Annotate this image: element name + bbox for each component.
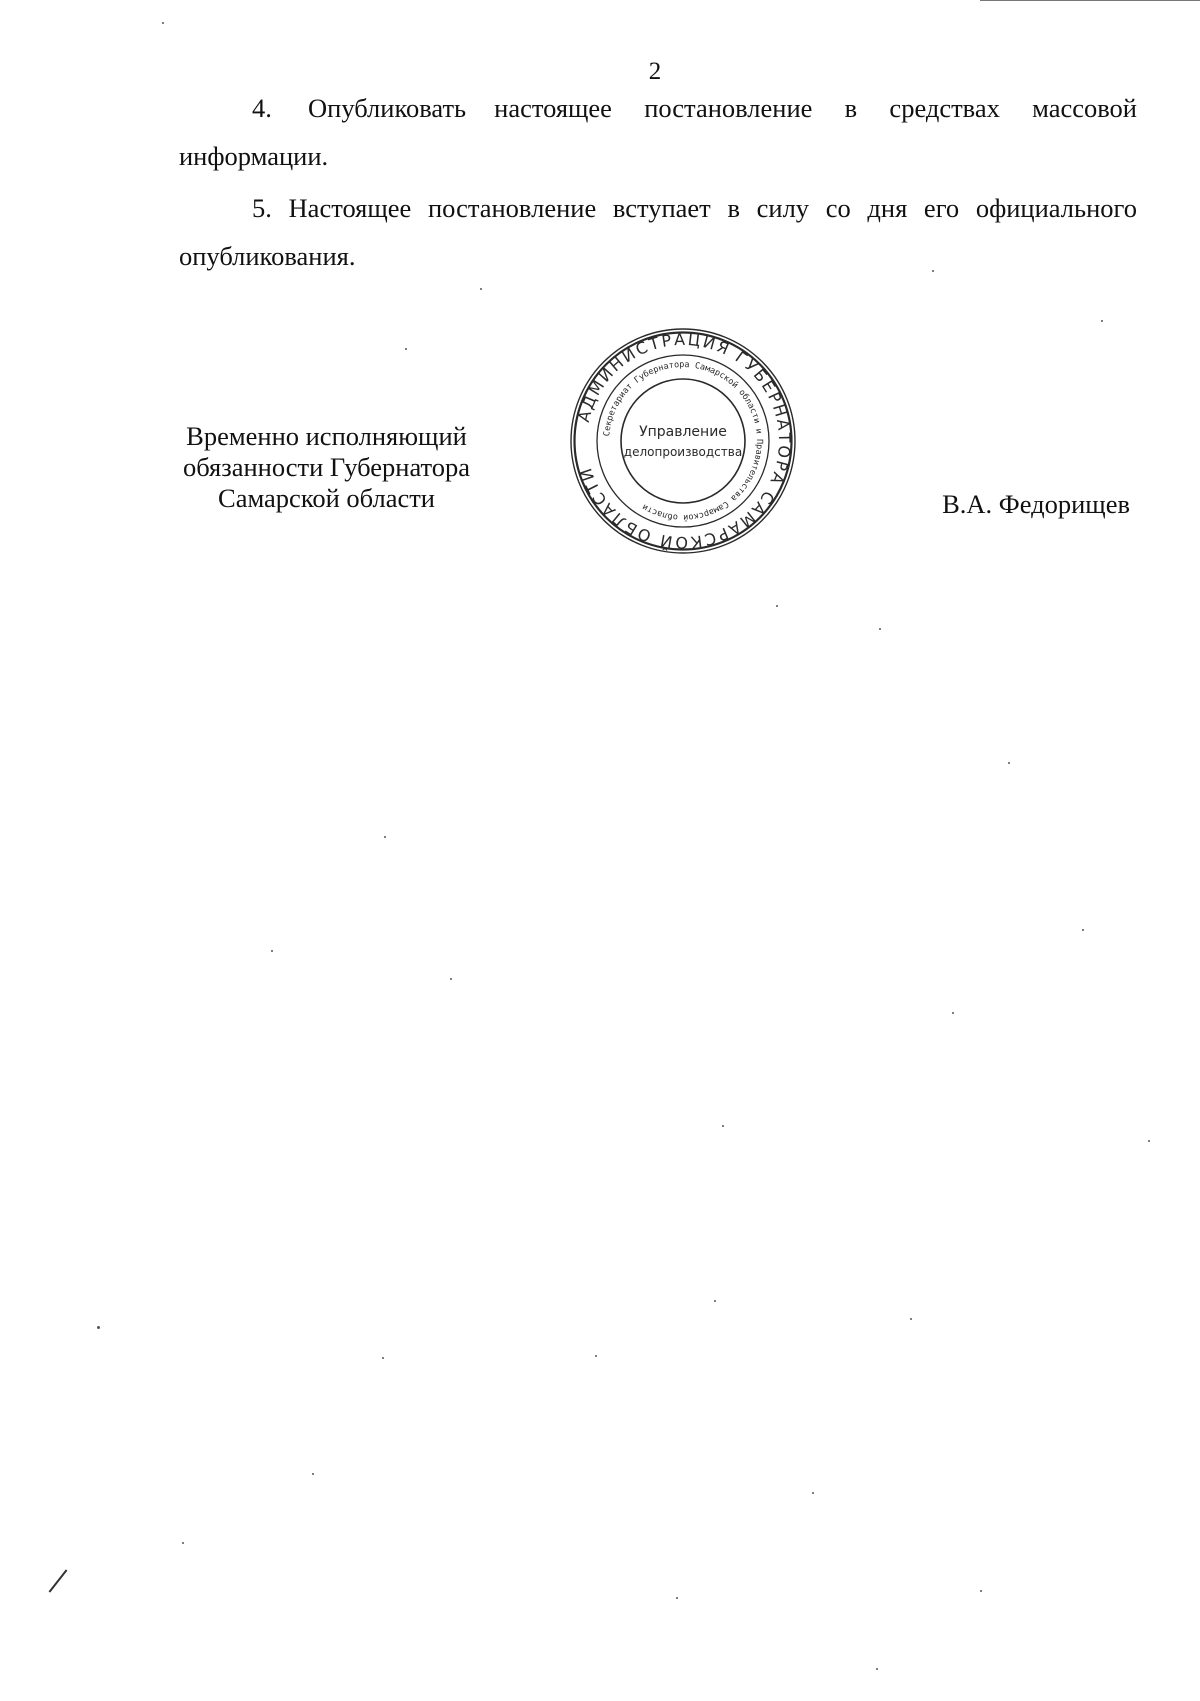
scan-speck bbox=[480, 288, 482, 290]
scan-speck bbox=[450, 978, 452, 980]
signer-title-line-3: Самарской области bbox=[218, 483, 435, 513]
scan-speck bbox=[312, 1473, 314, 1475]
official-stamp bbox=[568, 326, 798, 556]
scan-speck bbox=[97, 1326, 100, 1329]
scan-speck bbox=[1101, 320, 1103, 322]
scan-edge-line bbox=[980, 0, 1200, 1]
paragraph-4 bbox=[179, 84, 1137, 180]
signer-title-line-2: обязанности Губернатора bbox=[182, 452, 471, 482]
paragraph-4-line-1-rest: настоящее постановление в средствах массовой bbox=[494, 93, 1137, 123]
scan-speck bbox=[722, 1125, 724, 1127]
scan-speck bbox=[876, 1668, 878, 1670]
scan-speck bbox=[980, 1590, 982, 1592]
scan-speck bbox=[879, 628, 881, 630]
paragraph-5-line-1 bbox=[179, 184, 1137, 232]
scan-speck bbox=[1008, 762, 1010, 764]
stamp-center-line-1: Управление bbox=[639, 424, 727, 440]
paragraph-5 bbox=[179, 184, 1137, 280]
svg-text:Секретариат Губернатора Самарс bbox=[602, 360, 764, 522]
scan-speck bbox=[776, 605, 778, 607]
scan-speck bbox=[676, 1597, 678, 1599]
scan-speck bbox=[382, 1357, 384, 1359]
scan-speck bbox=[1148, 1140, 1150, 1142]
scan-speck bbox=[271, 950, 273, 952]
scan-speck bbox=[932, 270, 934, 272]
scan-speck bbox=[714, 1300, 716, 1302]
signer-name: В.А. Федорищев bbox=[942, 489, 1130, 519]
paragraph-4-number: 4. bbox=[252, 93, 272, 123]
scan-speck bbox=[1082, 929, 1084, 931]
paragraph-4-line-2: информации. bbox=[179, 141, 329, 171]
scan-speck bbox=[952, 1012, 954, 1014]
signer-title bbox=[164, 421, 489, 514]
page-number: 2 bbox=[648, 58, 662, 85]
stamp-seal-icon bbox=[568, 326, 798, 556]
scan-speck bbox=[182, 1542, 184, 1544]
paragraph-5-line-2: опубликования. bbox=[179, 241, 356, 271]
signer-title-line-1: Временно исполняющий bbox=[186, 421, 467, 451]
paragraph-5-line-1-text: 5. Настоящее постановление вступает в силу со дня его официального bbox=[252, 193, 1137, 223]
scan-speck bbox=[595, 1355, 597, 1357]
margin-pen-mark bbox=[49, 1569, 68, 1592]
stamp-inner-text: Секретариат Губернатора Самарской области и Правительства Самарской области bbox=[602, 359, 765, 523]
scan-speck bbox=[162, 22, 164, 24]
stamp-center-line-2: делопроизводства bbox=[623, 445, 743, 459]
stamp-outer-text: АДМИНИСТРАЦИЯ ГУБЕРНАТОРА САМАРСКОЙ ОБЛАСТИ bbox=[573, 329, 795, 553]
paragraph-4-head: Опубликовать bbox=[308, 93, 467, 123]
scan-speck bbox=[910, 1318, 912, 1320]
paragraph-4-line-1 bbox=[179, 84, 1137, 132]
scan-speck bbox=[812, 1492, 814, 1494]
scan-speck bbox=[405, 348, 407, 350]
scan-speck bbox=[384, 836, 386, 838]
